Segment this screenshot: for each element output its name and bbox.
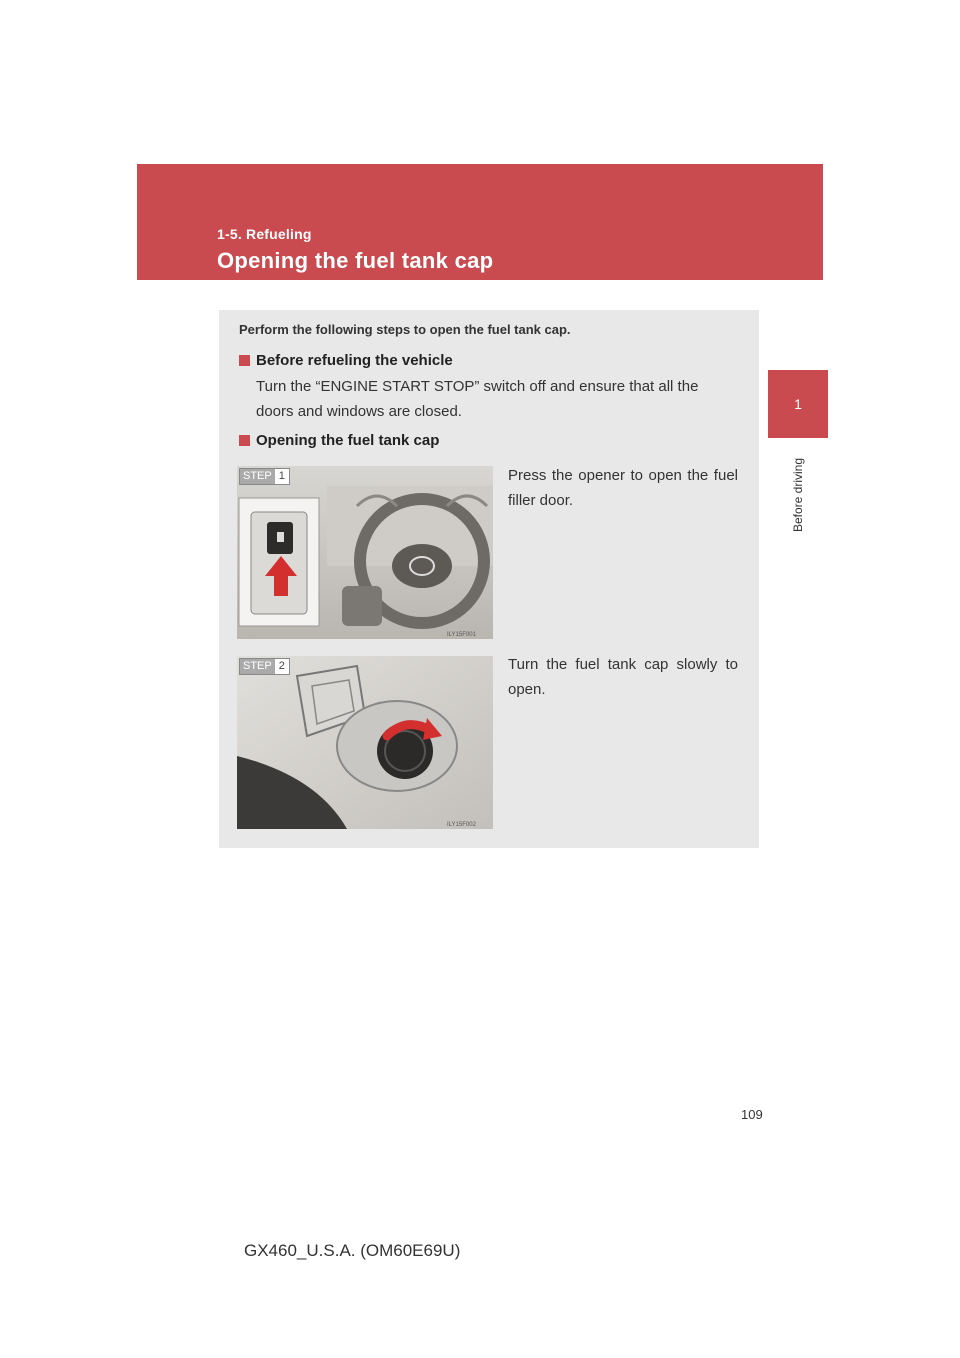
square-bullet-icon bbox=[239, 355, 250, 366]
step1-image bbox=[237, 466, 493, 639]
subheading-label: Opening the fuel tank cap bbox=[256, 432, 440, 449]
subheading-opening-cap bbox=[239, 432, 439, 449]
chapter-tab[interactable] bbox=[768, 370, 828, 438]
header-band bbox=[137, 164, 823, 280]
step1-badge bbox=[239, 468, 290, 485]
image-code: ILY15F001 bbox=[447, 632, 476, 638]
step-badge-label: STEP bbox=[240, 469, 275, 484]
page-number: 109 bbox=[741, 1107, 763, 1122]
step-badge-label: STEP bbox=[240, 659, 275, 674]
step-badge-number: 1 bbox=[278, 470, 285, 482]
square-bullet-icon bbox=[239, 435, 250, 446]
step-badge-number: 2 bbox=[278, 660, 285, 672]
section-label: 1-5. Refueling bbox=[217, 226, 312, 242]
dashboard-opener-illustration bbox=[237, 466, 493, 639]
before-refueling-text: Turn the “ENGINE START STOP” switch off and ensure that all the doors and windows are closed. bbox=[256, 378, 699, 420]
content-panel bbox=[219, 310, 759, 848]
chapter-number: 1 bbox=[794, 396, 802, 412]
subheading-before-refueling bbox=[239, 352, 453, 369]
chapter-label: Before driving bbox=[791, 457, 805, 533]
step2-badge bbox=[239, 658, 290, 675]
step2-image bbox=[237, 656, 493, 829]
image-code: ILY15F002 bbox=[447, 822, 476, 828]
page-title: Opening the fuel tank cap bbox=[217, 248, 494, 273]
intro-text: Perform the following steps to open the fuel tank cap. bbox=[239, 322, 571, 337]
step1-text: Press the opener to open the fuel filler door. bbox=[508, 467, 738, 509]
step2-text: Turn the fuel tank cap slowly to open. bbox=[508, 656, 738, 698]
subheading-label: Before refueling the vehicle bbox=[256, 352, 453, 369]
fuel-cap-illustration bbox=[237, 656, 493, 829]
document-code: GX460_U.S.A. (OM60E69U) bbox=[244, 1241, 461, 1260]
